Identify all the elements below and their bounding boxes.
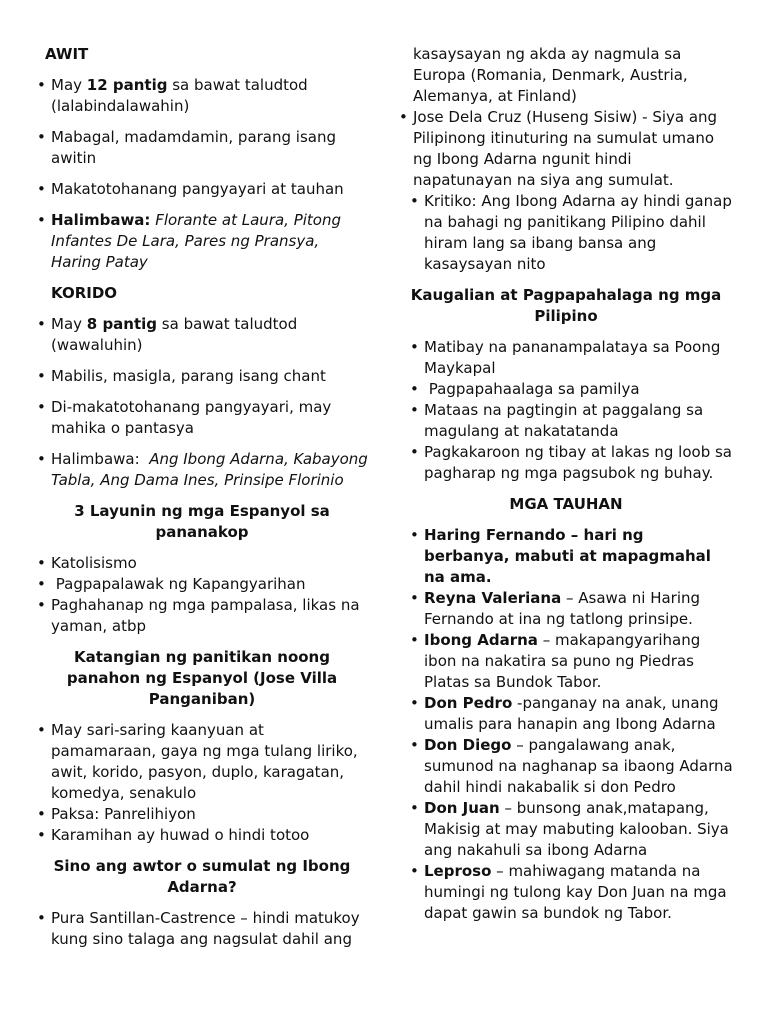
character-entry: Haring Fernando – hari ng berbanya, mabuti at mapagmahal na ama. — [424, 526, 711, 586]
layunin-heading: 3 Layunin ng mga Espanyol sa pananakop — [74, 502, 330, 541]
character-desc: – pangalawang anak, sumunod na naghanap sa ibaong Adarna dahil hindi nakabalik si don Pedro — [424, 736, 733, 796]
character-name: Ibong Adarna — [424, 631, 538, 649]
character-name: Reyna Valeriana — [424, 589, 562, 607]
korido-bold: 8 pantig — [86, 315, 158, 333]
list-item: • Mataas na pagtingin at paggalang sa magulang at nakatatanda — [398, 400, 734, 442]
list-item: • Paghahanap ng mga pampalasa, likas na yaman, atbp — [36, 595, 368, 637]
example-label: Halimbawa: — [51, 211, 151, 229]
right-column — [398, 44, 734, 934]
layunin-list — [36, 553, 368, 637]
list-item — [398, 630, 734, 693]
awtor-heading: Sino ang awtor o sumulat ng Ibong Adarna? — [53, 857, 351, 896]
awit-text: sa bawat taludtod (lalabindalawahin) — [51, 76, 308, 115]
awit-bold: 12 pantig — [86, 76, 168, 94]
tauhan-list — [398, 525, 734, 924]
katangian-list — [36, 720, 368, 846]
list-item: • Pagpapalawak ng Kapangyarihan — [36, 574, 368, 595]
list-item — [36, 314, 368, 356]
awit-text: May — [51, 76, 87, 94]
example-label: Halimbawa: — [51, 450, 150, 468]
kaugalian-list — [398, 337, 734, 484]
list-item: • Mabilis, masigla, parang isang chant — [36, 366, 368, 387]
awtor-list — [36, 908, 368, 950]
character-desc: – mahiwagang matanda na humingi ng tulong kay Don Juan na mga dapat gawin sa bundok ng Tabor. — [424, 862, 727, 922]
list-item: • Mabagal, madamdamin, parang isang awitin — [36, 127, 368, 169]
list-item — [398, 525, 734, 588]
list-item: • Pagkakaroon ng tibay at lakas ng loob sa pagharap ng mga pagsubok ng buhay. — [398, 442, 734, 484]
korido-list — [36, 314, 368, 491]
katangian-heading: Katangian ng panitikan noong panahon ng Espanyol (Jose Villa Panganiban) — [66, 648, 338, 708]
kritiko-list — [398, 191, 734, 275]
korido-text: May — [51, 315, 87, 333]
kaugalian-heading: Kaugalian at Pagpapahalaga ng mga Pilipino — [410, 286, 722, 325]
awit-heading: AWIT — [45, 45, 89, 63]
awtor-continuation: kasaysayan ng akda ay nagmula sa Europa (Romania, Denmark, Austria, Alemanya, at Finland) — [413, 45, 688, 105]
list-item — [398, 798, 734, 861]
list-item — [36, 210, 368, 273]
left-column — [36, 44, 368, 960]
list-item: • Di-makatotohanang pangyayari, may mahika o pantasya — [36, 397, 368, 439]
list-item: • Makatotohanang pangyayari at tauhan — [36, 179, 368, 200]
list-item — [36, 75, 368, 117]
character-desc: – Asawa ni Haring Fernando at ina ng tatlong prinsipe. — [424, 589, 701, 628]
tauhan-heading: MGA TAUHAN — [509, 495, 623, 513]
list-item: • Jose Dela Cruz (Huseng Sisiw) - Siya ang Pilipinong itinuturing na sumulat umano ng Ibong Adarna ngunit hindi napatunayan na siya ang sumulat. — [398, 107, 734, 191]
character-name: Don Diego — [424, 736, 512, 754]
list-item — [398, 693, 734, 735]
list-item — [398, 861, 734, 924]
awtor-list-cont — [398, 107, 734, 191]
list-item: • Paksa: Panrelihiyon — [36, 804, 368, 825]
list-item — [36, 449, 368, 491]
example-text: Florante at Laura, Pitong Infantes De Lara, Pares ng Pransya, Haring Patay — [51, 211, 342, 271]
list-item: • Karamihan ay huwad o hindi totoo — [36, 825, 368, 846]
character-name: Don Juan — [424, 799, 500, 817]
list-item: • Matibay na pananampalataya sa Poong Maykapal — [398, 337, 734, 379]
character-desc: – bunsong anak,matapang, Makisig at may mabuting kalooban. Siya ang nakahuli sa ibong Adarna — [424, 799, 729, 859]
list-item — [398, 735, 734, 798]
character-desc: -panganay na anak, unang umalis para hanapin ang Ibong Adarna — [424, 694, 719, 733]
list-item: • Kritiko: Ang Ibong Adarna ay hindi ganap na bahagi ng panitikang Pilipino dahil hiram lang sa ibang bansa ang kasaysayan nito — [398, 191, 734, 275]
character-desc: – makapangyarihang ibon na nakatira sa puno ng Piedras Platas sa Bundok Tabor. — [424, 631, 701, 691]
korido-text: sa bawat taludtod (wawaluhin) — [51, 315, 298, 354]
list-item — [398, 588, 734, 630]
character-name: Don Pedro — [424, 694, 513, 712]
example-text: Ang Ibong Adarna, Kabayong Tabla, Ang Dama Ines, Prinsipe Florinio — [51, 450, 368, 489]
awit-list — [36, 75, 368, 273]
list-item: • Pagpapahaalaga sa pamilya — [398, 379, 734, 400]
character-name: Leproso — [424, 862, 492, 880]
korido-heading: KORIDO — [51, 284, 118, 302]
list-item: • Pura Santillan-Castrence – hindi matukoy kung sino talaga ang nagsulat dahil ang — [36, 908, 368, 950]
list-item: • Katolisismo — [36, 553, 368, 574]
list-item: • May sari-saring kaanyuan at pamamaraan, gaya ng mga tulang liriko, awit, korido, pasyon, duplo, karagatan, komedya, senakulo — [36, 720, 368, 804]
